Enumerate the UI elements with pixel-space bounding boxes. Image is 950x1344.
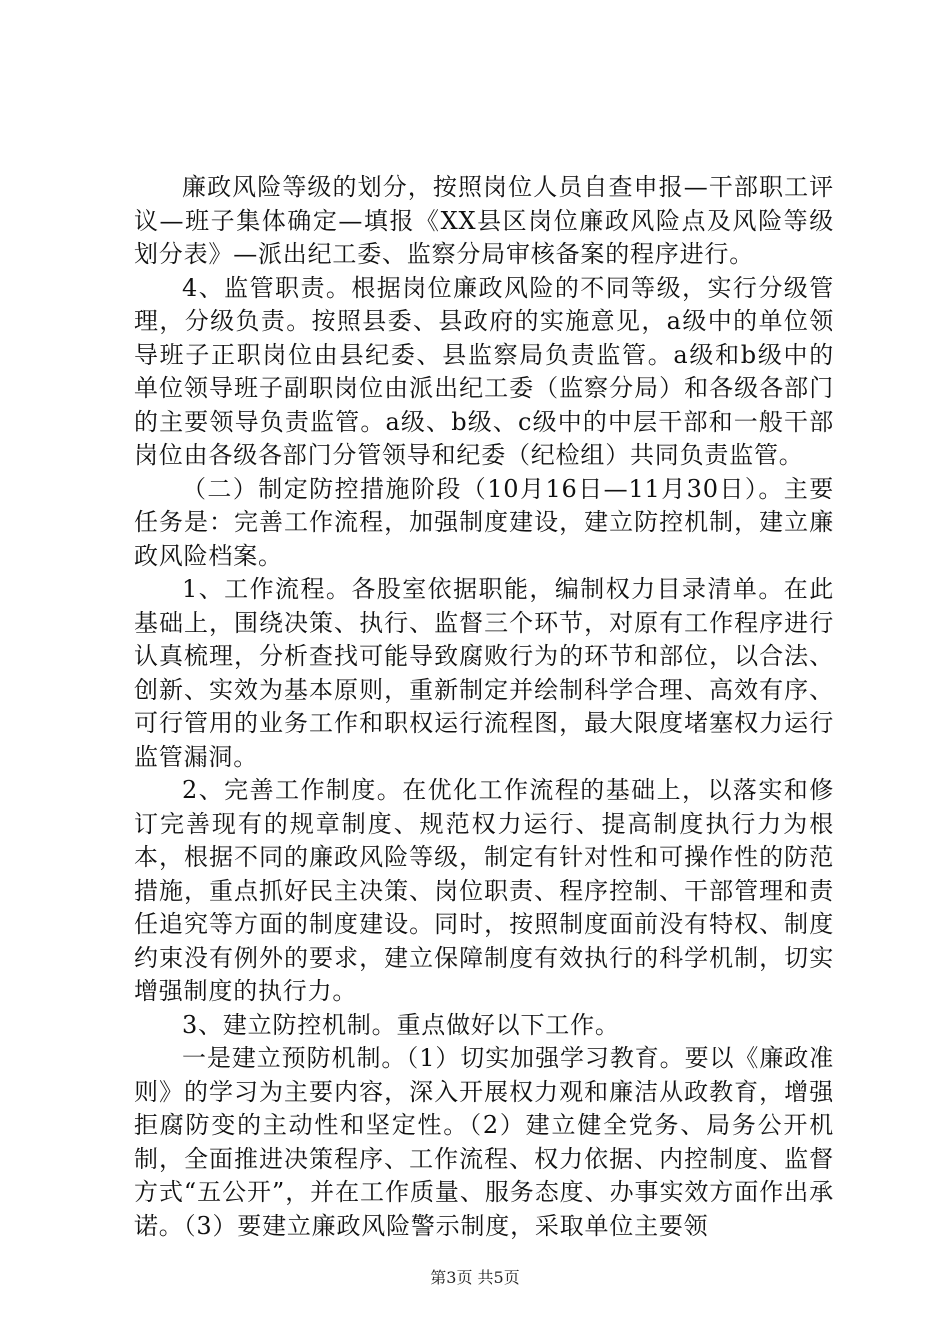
paragraph-prevention-mechanism: 一是建立预防机制。（1）切实加强学习教育。要以《廉政准则》的学习为主要内容，深入开展权力观和廉洁从政教育，增强拒腐防变的主动性和坚定性。（2）建立健全党务、局务公开机制，全面推进决策程序、工作流程、权力依据、内控制度、监督方式“五公开”，并在工作质量、服务态度、办事实效方面作出承诺。（3）要建立廉政风险警示制度，采取单位主要领 [134,1044,834,1240]
document-body [134,171,834,1243]
paragraph-supervision-duties: 4、监管职责。根据岗位廉政风险的不同等级，实行分级管理，分级负责。按照县委、县政府的实施意见，a级中的单位领导班子正职岗位由县纪委、县监察局负责监管。a级和b级中的单位领导班子副职岗位由派出纪工委（监察分局）和各级各部门的主要领导负责监管。a级、b级、c级中的中层干部和一般干部岗位由各级各部门分管领导和纪委（纪检组）共同负责监管。 [134,273,834,469]
page-number-footer: 第3页 共5页 [430,1268,520,1287]
paragraph-risk-level-division: 廉政风险等级的划分，按照岗位人员自查申报—干部职工评议—班子集体确定—填报《XX县区岗位廉政风险点及风险等级划分表》—派出纪工委、监察分局审核备案的程序进行。 [134,173,834,268]
paragraph-section-two-heading: （二）制定防控措施阶段（10月16日—11月30日）。主要任务是：完善工作流程，加强制度建设，建立防控机制，建立廉政风险档案。 [134,474,834,570]
paragraph-workflow: 1、工作流程。各股室依据职能，编制权力目录清单。在此基础上，围绕决策、执行、监督三个环节，对原有工作程序进行认真梳理，分析查找可能导致腐败行为的环节和部位，以合法、创新、实效为基本原则，重新制定并绘制科学合理、高效有序、可行管用的业务工作和职权运行流程图，最大限度堵塞权力运行监管漏洞。 [134,575,834,771]
paragraph-control-mechanism: 3、建立防控机制。重点做好以下工作。 [182,1010,620,1039]
paragraph-work-system: 2、完善工作制度。在优化工作流程的基础上，以落实和修订完善现有的规章制度、规范权力运行、提高制度执行力为根本，根据不同的廉政风险等级，制定有针对性和可操作性的防范措施，重点抓好民主决策、岗位职责、程序控制、干部管理和责任追究等方面的制度建设。同时，按照制度面前没有特权、制度约束没有例外的要求，建立保障制度有效执行的科学机制，切实增强制度的执行力。 [134,776,834,1005]
